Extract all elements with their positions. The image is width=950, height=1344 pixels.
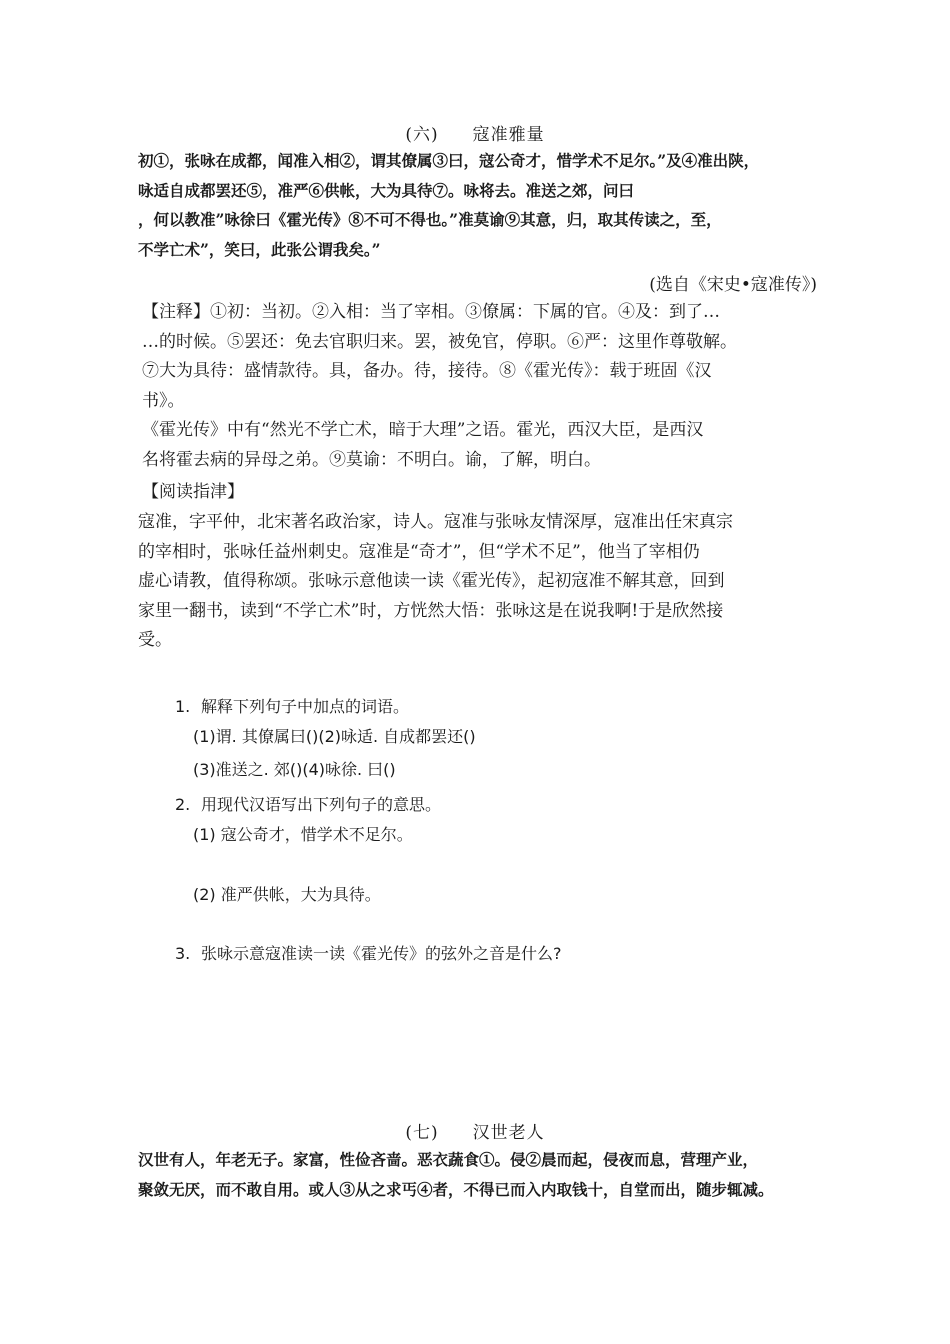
text-line: 汉世有人，年老无子。家富，性俭吝啬。恶衣蔬食①。侵②晨而起，侵夜而息，营理产业， — [138, 1150, 759, 1169]
section-6-title — [0, 120, 950, 145]
guide-line: 虚心请教，值得称颂。张咏示意他读一读《霍光传》，起初寇准不解其意，回到 — [138, 571, 725, 591]
note-line: …的时候。⑤罢还：免去官职归来。罢，被免官，停职。⑥严：这里作尊敬解。 — [142, 331, 737, 352]
question-2-part-2: (2) 准严供帐，大为具待。 — [193, 885, 381, 904]
text-line: 初①，张咏在成都，闻准入相②，谓其僚属③曰，寇公奇才，惜学术不足尔。”及④准出陕， — [138, 151, 760, 170]
note-line: 书》。 — [142, 390, 185, 411]
question-text: 解释下列句子中加点的词语。 — [201, 697, 410, 716]
section-6-text — [138, 146, 828, 264]
text-line: ，何以教准”咏徐曰《霍光传》⑧不可不得也。”准莫谕⑨其意，归，取其传读之，至， — [138, 210, 722, 229]
guide-line: 的宰相时，张咏任益州刺史。寇准是“奇才”，但“学术不足”，他当了宰相仍 — [138, 541, 700, 562]
note-line: 名将霍去病的异母之弟。⑨莫谕：不明白。谕，了解，明白。 — [142, 449, 601, 470]
text-line: 不学亡术”，笑曰，此张公谓我矣。” — [138, 239, 381, 259]
note-line: 《霍光传》中有“然光不学亡术，暗于大理”之语。霍光，西汉大臣，是西汉 — [142, 420, 704, 440]
notes — [142, 298, 832, 475]
guide-line: 寇准，字平仲，北宋著名政治家，诗人。寇准与张咏友情深厚，寇准出任宋真宗 — [138, 512, 733, 532]
reading-guide — [138, 508, 828, 656]
note-line: 【注释】①初：当初。②入相：当了宰相。③僚属：下属的官。④及：到了… — [142, 302, 720, 322]
guide-heading: 【阅读指津】 — [142, 482, 244, 502]
section-7-text — [138, 1145, 828, 1204]
question-1-part-b: (3)准送之. 郊()(4)咏徐. 曰() — [193, 760, 396, 779]
question-number: 1. — [175, 697, 191, 716]
section-6-number: (六) — [405, 125, 439, 145]
source-citation: (选自《宋史•寇准传》) — [649, 275, 817, 295]
question-2 — [175, 792, 441, 815]
question-text: 张咏示意寇准读一读《霍光传》的弦外之音是什么? — [201, 944, 562, 963]
text-line: 聚敛无厌，而不敢自用。或人③从之求丐④者，不得已而入内取钱十，自堂而出，随步辄减。 — [138, 1179, 774, 1199]
note-line: ⑦大为具待：盛情款待。具，备办。待，接待。⑧《霍光传》：载于班固《汉 — [142, 361, 712, 381]
question-text: 用现代汉语写出下列句子的意思。 — [201, 795, 442, 814]
section-7-heading: 汉世老人 — [472, 1123, 545, 1143]
guide-line: 受。 — [138, 630, 172, 650]
guide-line: 家里一翻书，读到“不学亡术”时，方恍然大悟：张咏这是在说我啊!于是欣然接 — [138, 600, 724, 621]
question-2-part-1: (1) 寇公奇才，惜学术不足尔。 — [193, 825, 413, 844]
question-1 — [175, 694, 409, 717]
text-line: 咏适自成都罢还⑤，准严⑥供帐，大为具待⑦。咏将去。准送之郊，问曰 — [138, 180, 635, 200]
question-number: 2. — [175, 795, 191, 814]
question-3 — [175, 941, 562, 964]
question-1-part-a: (1)谓. 其僚属曰()(2)咏适. 自成都罢还() — [193, 727, 476, 746]
section-6-heading: 寇准雅量 — [472, 125, 545, 145]
question-number: 3. — [175, 944, 191, 963]
section-7-number: (七) — [405, 1123, 439, 1143]
section-7-title — [0, 1118, 950, 1143]
